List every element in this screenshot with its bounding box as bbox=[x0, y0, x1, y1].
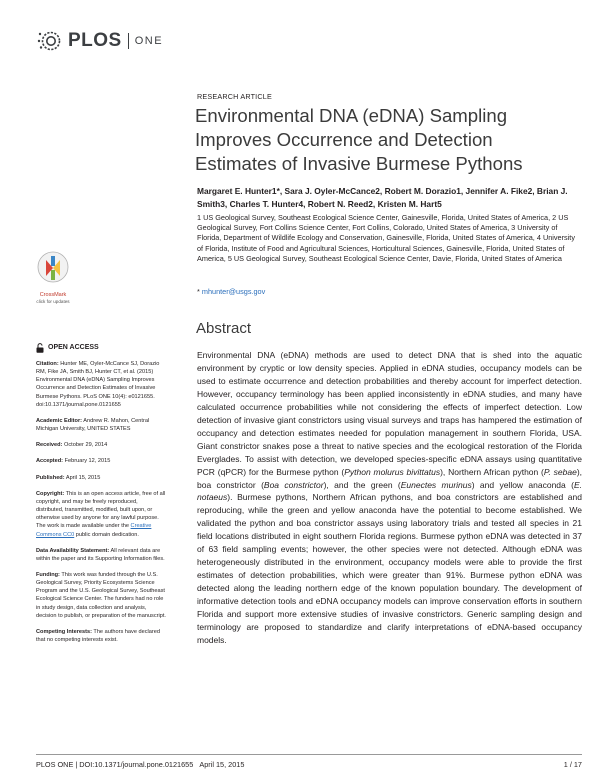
abstract-part: ). Burmese pythons, Northern African pythons, and boa constrictors are established and reproducing, while the green and yellow anaconda have the potential to become established. We validated the python and boa constrictor assays using laboratory trials and tested all species in 21 field locations distributed in eight southern Florida regions. Burmese python eDNA was detected in 37 of 63 field sampling events; however, the other species were not detected. Although eDNA was heterogeneously distributed in the environment, occupancy models were able to provide the first estimates of detection probabilities, which were greater than 91%. Burmese python eDNA was detected along the leading northern edge of the known population boundary. The development of informative detection tools and eDNA occupancy models can improve conservation efforts in southern Florida and support more extensive studies of invasive constrictors. Generic sampling design and terminology are proposed to standardize and clarify interpretations of eDNA-based occupancy models. bbox=[197, 492, 582, 645]
published-label: Published: bbox=[36, 474, 65, 481]
species-name: P. sebae bbox=[543, 466, 577, 477]
received-date: October 29, 2014 bbox=[64, 442, 108, 449]
abstract-part: ), and the green ( bbox=[323, 479, 401, 490]
logo-divider bbox=[128, 33, 129, 49]
open-access-badge bbox=[36, 343, 166, 353]
copyright-text-end: public domain dedication. bbox=[75, 531, 139, 538]
species-name: E. notaeus bbox=[197, 479, 582, 503]
competing-interests-block bbox=[36, 628, 166, 644]
editor-text: Andrew R. Mahon, Central Michigan University, UNITED STATES bbox=[36, 417, 150, 433]
footer-rule bbox=[36, 754, 582, 755]
received-block bbox=[36, 441, 166, 449]
article-info-sidebar bbox=[36, 343, 166, 652]
accepted-date: February 12, 2015 bbox=[64, 458, 111, 465]
funding-label: Funding: bbox=[36, 571, 60, 578]
data-availability-text: All relevant data are within the paper and its Supporting Information files. bbox=[36, 547, 165, 562]
species-name: Eunectes murinus bbox=[400, 479, 472, 490]
accepted-block bbox=[36, 457, 166, 465]
editor-label: Academic Editor: bbox=[36, 417, 83, 424]
crossmark-sublabel: click for updates bbox=[36, 299, 70, 304]
abstract-part: Environmental DNA (eDNA) methods are used to detect DNA that is shed into the aquatic environment by cryptic or low density species. Applied in eDNA studies, occupancy models can be used to estimate occurrence and detection probabilities and thereby account for imperfect detection. However, occupancy terminology has been applied inconsistently in eDNA studies, and many have calculated occurrence probabilities while not considering the effects of imperfect detection. Low detection of invasive giant constrictors using visual surveys and traps has hampered the estimation of occupancy and detection estimates needed for population management in southern Florida, USA. Giant constrictor snakes pose a threat to native species and the ecological restoration of the Florida Everglades. To assist with detection, we developed species-specific eDNA assays using quantitative PCR (qPCR) for the Burmese python ( bbox=[197, 350, 582, 477]
competing-interests-text: The authors have declared that no competing interests exist. bbox=[36, 628, 160, 644]
plos-logo-mark-icon bbox=[36, 30, 66, 52]
funding-text: This work was funded through the U.S. Geological Survey, Priority Ecosystems Science Program and the U.S. Geological Survey, Southeast Ecological Science Center. The funders had no role in study design, data collection and analysis, decision to publish, or preparation of the manuscript. bbox=[36, 571, 166, 619]
article-type: RESEARCH ARTICLE bbox=[197, 92, 272, 101]
footer-date: April 15, 2015 bbox=[199, 760, 245, 769]
citation-label: Citation: bbox=[36, 361, 59, 367]
correspondence-marker: * bbox=[197, 287, 200, 296]
published-date: April 15, 2015 bbox=[65, 474, 101, 481]
species-name: Boa constrictor bbox=[263, 479, 324, 490]
article-title: Environmental DNA (eDNA) Sampling Improves Occurrence and Detection Estimates of Invasive Burmese Pythons bbox=[195, 105, 523, 174]
affiliations: 1 US Geological Survey, Southeast Ecological Science Center, Gainesville, Florida, United States of America, 2 US Geological Survey, Fort Collins Science Center, Fort Collins, Colorado, United States of America, 3 University of Florida, Department of Wildlife Ecology and Conservation, Gainesville, Florida, United States of America, 4 University of Florida, Institute of Food and Agricultural Sciences, Horticultural Sciences, Gainesville, Florida, United States of America, 5 US Geological Survey, Southeast Ecological Science Center, Davie, Florida, United States of America bbox=[197, 213, 575, 263]
footer-doi bbox=[36, 760, 244, 769]
journal-name: ONE bbox=[134, 35, 164, 47]
footer-journal-doi: PLOS ONE | DOI:10.1371/journal.pone.0121655 bbox=[36, 760, 194, 769]
plos-one-logo[interactable] bbox=[36, 30, 163, 52]
citation-block bbox=[36, 360, 166, 409]
brand-name: PLOS bbox=[68, 30, 122, 51]
correspondence-email-link[interactable]: mhunter@usgs.gov bbox=[201, 287, 266, 296]
species-name: Python molurus bivittatus bbox=[344, 466, 441, 477]
data-availability-label: Data Availability Statement: bbox=[36, 547, 110, 554]
received-label: Received: bbox=[36, 442, 63, 449]
copyright-label: Copyright: bbox=[36, 490, 65, 497]
abstract-part: ), Northern African python ( bbox=[440, 466, 544, 477]
page-footer bbox=[36, 760, 582, 769]
abstract-heading: Abstract bbox=[196, 320, 252, 337]
abstract-part: ), boa constrictor ( bbox=[197, 466, 583, 490]
correspondence bbox=[197, 287, 265, 296]
funding-block bbox=[36, 571, 166, 620]
footer-page-number: 1 / 17 bbox=[563, 760, 582, 769]
citation-text: Hunter ME, Oyler-McCance SJ, Dorazio RM, Fike JA, Smith BJ, Hunter CT, et al. (2015) Environmental DNA (eDNA) Sampling Improves Occurrence and Detection Estimates of Invasive Burmese Pythons. PLoS ONE 10(4): e0121655. doi:10.1371/journal.pone.0121655 bbox=[36, 361, 160, 408]
accepted-label: Accepted: bbox=[36, 458, 64, 465]
abstract-text bbox=[197, 349, 582, 647]
cc0-link[interactable]: Creative Commons CC0 bbox=[36, 523, 152, 538]
abstract-part: ) and yellow anaconda ( bbox=[471, 479, 574, 490]
open-access-label: OPEN ACCESS bbox=[48, 343, 99, 351]
data-availability-block bbox=[36, 547, 166, 563]
editor-block bbox=[36, 417, 166, 433]
crossmark-badge[interactable] bbox=[33, 250, 73, 304]
crossmark-label: CrossMark bbox=[39, 292, 67, 298]
copyright-text: This is an open access article, free of all copyright, and may be freely reproduced, distributed, transmitted, modified, built upon, or otherwise used by anyone for any lawful purpose. The work is made available under the bbox=[36, 490, 166, 530]
competing-interests-label: Competing Interests: bbox=[36, 628, 92, 635]
published-block bbox=[36, 474, 166, 482]
copyright-block bbox=[36, 490, 166, 539]
crossmark-icon bbox=[33, 250, 73, 286]
open-access-lock-icon bbox=[36, 343, 44, 353]
author-list: Margaret E. Hunter1*, Sara J. Oyler-McCance2, Robert M. Dorazio1, Jennifer A. Fike2, Brian J. Smith3, Charles T. Hunter4, Robert N. Reed2, Kristen M. Hart5 bbox=[197, 186, 568, 209]
